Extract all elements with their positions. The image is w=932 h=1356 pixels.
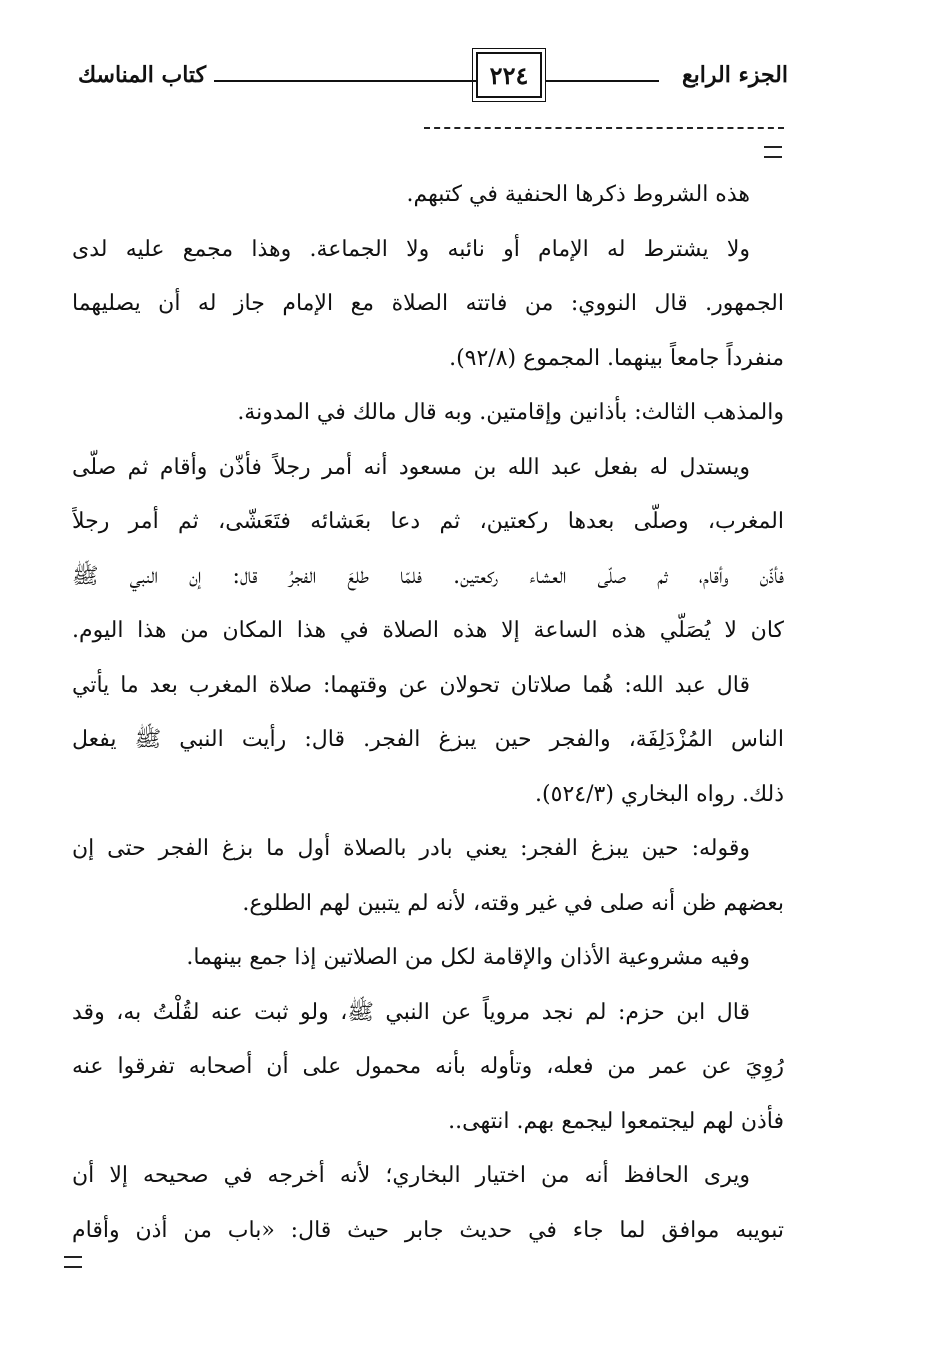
book-title: كتاب المناسك [78, 62, 207, 88]
text-line: الجمهور. قال النووي: من فاتته الصلاة مع الإمام جاز له أن يصليهما [72, 291, 784, 316]
text-line: منفرداً جامعاً بينهما. المجموع (٩٢/٨). [449, 345, 784, 371]
text-line: وفيه مشروعية الأذان والإقامة لكل من الصلاتين إذا جمع بينهما. [186, 945, 750, 970]
text-line: بعضهم ظن أنه صلى في غير وقته، لأنه لم يتبين لهم الطلوع. [242, 890, 784, 916]
text-line: قال ابن حزم: لم نجد مروياً عن النبي ﷺ، ولو ثبت عنه لقُلْتُ به، وقد [72, 999, 750, 1025]
continuation-mark-top [764, 146, 782, 158]
text-line: هذه الشروط ذكرها الحنفية في كتبهم. [406, 182, 750, 207]
text-line: فأذّن وأقام، ثم صلّى العشاء ركعتين. فلمّا طلعَ الفجرُ قال: إن النبي ﷺ [72, 563, 784, 589]
text-line: وقوله: حين يبزغ الفجر: يعني بادر بالصلاة أول ما بزغ الفجر حتى إن [72, 836, 750, 861]
page-number: ٢٢٤ [476, 52, 542, 98]
text-line: ويستدل له بفعل عبد الله بن مسعود أنه أمر رجلاً فأذّن وأقام ثم صلّى [72, 454, 750, 480]
text-line: رُوِيَ عن عمر من فعله، وتأوله بأنه محمول على أن أصحابه تفرقوا عنه [72, 1054, 784, 1079]
header-rule-left [214, 80, 476, 82]
body-text [72, 168, 784, 1258]
text-line: ويرى الحافظ أنه من اختيار البخاري؛ لأنه أخرجه في صحيحه إلا أن [72, 1163, 750, 1188]
header-rule-right [546, 80, 659, 82]
part-title: الجزء الرابع [681, 62, 788, 88]
text-line: كان لا يُصَلّي هذه الساعة إلا هذه الصلاة في هذا المكان من هذا اليوم. [72, 618, 784, 643]
continuation-mark-bottom [64, 1256, 82, 1268]
text-line: قال عبد الله: هُما صلاتان تحولان عن وقتهما: صلاة المغرب بعد ما يأتي [72, 672, 750, 698]
text-line: الناس المُزْدَلِفَة، والفجر حين يبزغ الفجر. قال: رأيت النبي ﷺ يفعل [72, 727, 784, 752]
page-header [78, 52, 788, 104]
text-line: ولا يشترط له الإمام أو نائبه ولا الجماعة. وهذا مجمع عليه لدى [72, 236, 750, 262]
text-line: تبويبه موافق لما جاء في حديث جابر حيث قال: «باب من أذن وأقام [72, 1217, 784, 1243]
header-dashed-separator [424, 127, 784, 129]
text-line: ذلك. رواه البخاري (٥٢٤/٣). [535, 781, 784, 807]
text-line: والمذهب الثالث: بأذانين وإقامتين. وبه قال مالك في المدونة. [237, 400, 784, 425]
text-line: فأذن لهم ليجتمعوا ليجمع بهم. انتهى.. [448, 1108, 784, 1134]
text-line: المغرب، وصلّى بعدها ركعتين، ثم دعا بعَشائه فتَعَشّى، ثم أمر رجلاً [72, 509, 784, 534]
